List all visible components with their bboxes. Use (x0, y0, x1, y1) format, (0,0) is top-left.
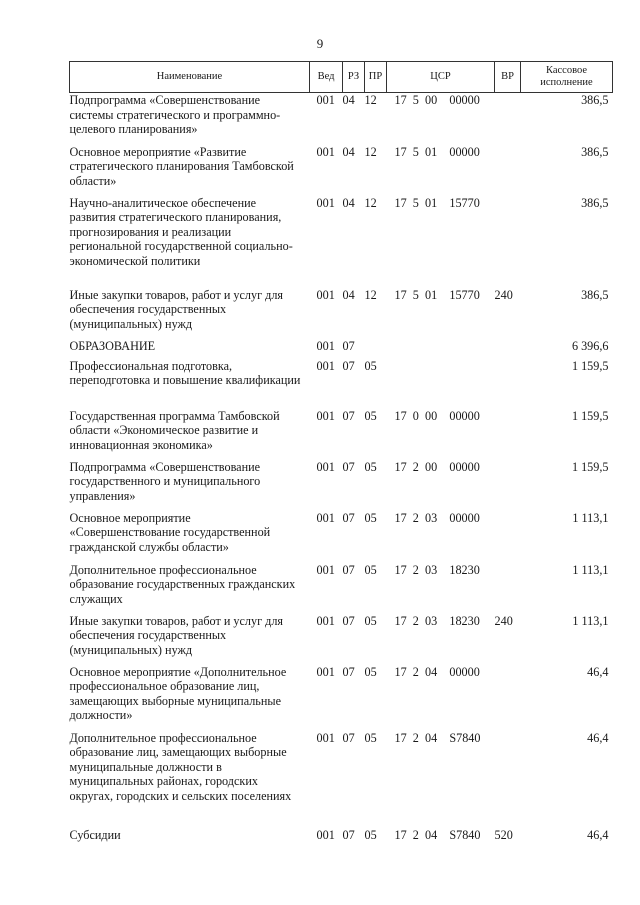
cell-ved: 001 (316, 562, 335, 577)
table-row (70, 828, 613, 848)
cell-csr (387, 359, 495, 409)
table-row (70, 511, 613, 563)
cell-sum: 6 396,6 (571, 338, 609, 353)
cell-csr: 17 2 04 00000 (394, 664, 480, 679)
cell-pr: 05 (364, 562, 377, 577)
cell-csr: 17 2 03 18230 (394, 562, 480, 577)
cell-csr: 17 2 04 S7840 (394, 730, 481, 745)
cell-vr: 240 (494, 613, 513, 628)
cell-sum: 1 159,5 (571, 459, 609, 474)
cell-pr: 05 (364, 827, 377, 842)
table-row (70, 731, 613, 828)
cell-csr: 17 2 03 00000 (394, 510, 480, 525)
cell-vr (495, 665, 521, 731)
cell-pr: 05 (364, 613, 377, 628)
cell-name: Основное мероприятие «Дополнительное профессиональное образование лиц, замещающих выборные муниципальные должности» (69, 664, 287, 723)
cell-rz: 07 (342, 510, 355, 525)
cell-rz: 07 (342, 827, 355, 842)
cell-vr: 520 (494, 827, 513, 842)
table-row (70, 665, 613, 731)
cell-pr: 12 (364, 144, 377, 159)
cell-rz: 07 (342, 613, 355, 628)
cell-rz: 07 (342, 408, 355, 423)
cell-pr: 12 (364, 287, 377, 302)
page-number: 9 (316, 36, 324, 51)
cell-csr: 17 2 00 00000 (394, 459, 480, 474)
cell-pr: 05 (364, 459, 377, 474)
cell-sum: 46,4 (587, 827, 609, 842)
cell-name: Субсидии (69, 827, 121, 842)
cell-ved: 001 (316, 459, 335, 474)
cell-ved: 001 (316, 408, 335, 423)
cell-ved: 001 (316, 664, 335, 679)
cell-ved: 001 (316, 195, 335, 210)
header-sum: Кассовое исполнение (521, 62, 613, 93)
cell-sum: 386,5 (581, 93, 609, 107)
cell-name: Профессиональная подготовка, переподготовка и повышение квалификации (69, 358, 301, 388)
cell-name: Основное мероприятие «Развитие стратегического планирования Тамбовской области» (69, 144, 294, 188)
cell-sum: 1 159,5 (571, 358, 609, 373)
cell-vr (495, 460, 521, 511)
table-row (70, 288, 613, 339)
cell-ved: 001 (316, 827, 335, 842)
header-ved: Вед (310, 62, 343, 93)
cell-vr (495, 196, 521, 288)
cell-ved: 001 (316, 613, 335, 628)
header-name: Наименование (70, 62, 310, 93)
cell-sum: 1 159,5 (571, 408, 609, 423)
cell-rz: 07 (342, 358, 355, 373)
cell-name: Научно-аналитическое обеспечение развития стратегического планирования, прогнозирования и реализации региональной государственной социально-экономической политики (69, 195, 293, 268)
cell-sum: 1 113,1 (572, 613, 609, 628)
cell-vr: 240 (494, 287, 513, 302)
cell-sum: 46,4 (587, 730, 609, 745)
cell-csr: 17 2 03 18230 (394, 613, 480, 628)
table-row (70, 339, 613, 359)
cell-name: Основное мероприятие «Совершенствование государственной гражданской службы области» (69, 510, 271, 554)
header-vr: ВР (495, 62, 521, 93)
cell-ved: 001 (316, 144, 335, 159)
table-row (70, 196, 613, 288)
cell-ved: 001 (316, 510, 335, 525)
cell-csr (387, 339, 495, 359)
cell-name: Подпрограмма «Совершенствование государственного и муниципального управления» (69, 459, 261, 503)
table-row (70, 614, 613, 665)
cell-sum: 46,4 (587, 664, 609, 679)
header-pr: ПР (365, 62, 387, 93)
cell-ved: 001 (316, 730, 335, 745)
cell-vr (495, 339, 521, 359)
cell-ved: 001 (316, 287, 335, 302)
cell-rz: 04 (342, 287, 355, 302)
cell-rz: 04 (342, 195, 355, 210)
cell-pr: 12 (364, 93, 377, 107)
cell-rz: 07 (342, 338, 355, 353)
cell-pr: 12 (364, 195, 377, 210)
cell-vr (495, 409, 521, 460)
table-row (70, 460, 613, 511)
cell-pr: 05 (364, 358, 377, 373)
cell-name: Дополнительное профессиональное образование государственных гражданских служащих (69, 562, 296, 606)
cell-vr (495, 563, 521, 614)
cell-csr: 17 5 01 00000 (394, 144, 480, 159)
cell-rz: 07 (342, 459, 355, 474)
cell-name: Иные закупки товаров, работ и услуг для обеспечения государственных (муниципальных) нужд (69, 613, 284, 657)
cell-vr (495, 145, 521, 196)
table-row (70, 93, 613, 145)
cell-sum: 1 113,1 (572, 510, 609, 525)
cell-ved: 001 (316, 358, 335, 373)
cell-pr: 05 (364, 664, 377, 679)
table-row (70, 145, 613, 196)
cell-vr (495, 359, 521, 409)
table-body (70, 93, 613, 848)
cell-csr: 17 0 00 00000 (394, 408, 480, 423)
cell-pr (365, 339, 387, 359)
header-rz: РЗ (343, 62, 365, 93)
cell-name: Государственная программа Тамбовской области «Экономическое развитие и инновационная экономика» (69, 408, 280, 452)
cell-ved: 001 (316, 338, 335, 353)
cell-name: Подпрограмма «Совершенствование системы стратегического и программно-целевого планирования» (69, 93, 281, 137)
table-row (70, 563, 613, 614)
cell-sum: 1 113,1 (572, 562, 609, 577)
table-header (70, 62, 613, 93)
table-row (70, 409, 613, 460)
cell-csr: 17 5 00 00000 (394, 93, 480, 107)
cell-vr (495, 93, 521, 145)
cell-rz: 07 (342, 664, 355, 679)
cell-rz: 04 (342, 93, 355, 107)
cell-sum: 386,5 (581, 144, 609, 159)
table-row (70, 359, 613, 409)
cell-pr: 05 (364, 730, 377, 745)
cell-name: ОБРАЗОВАНИЕ (69, 338, 156, 353)
cell-csr: 17 2 04 S7840 (394, 827, 481, 842)
cell-sum: 386,5 (581, 287, 609, 302)
budget-table (69, 61, 613, 848)
cell-vr (495, 731, 521, 828)
cell-name: Дополнительное профессиональное образование лиц, замещающих выборные муниципальные должности в муниципальных районах, городских округах, городских и сельских поселениях (69, 730, 292, 803)
cell-pr: 05 (364, 510, 377, 525)
cell-pr: 05 (364, 408, 377, 423)
cell-name: Иные закупки товаров, работ и услуг для обеспечения государственных (муниципальных) нужд (69, 287, 284, 331)
header-csr: ЦСР (387, 62, 495, 93)
cell-rz: 07 (342, 562, 355, 577)
cell-csr: 17 5 01 15770 (394, 287, 480, 302)
cell-csr: 17 5 01 15770 (394, 195, 480, 210)
cell-rz: 04 (342, 144, 355, 159)
cell-sum: 386,5 (581, 195, 609, 210)
cell-ved: 001 (316, 93, 335, 107)
cell-rz: 07 (342, 730, 355, 745)
cell-vr (495, 511, 521, 563)
